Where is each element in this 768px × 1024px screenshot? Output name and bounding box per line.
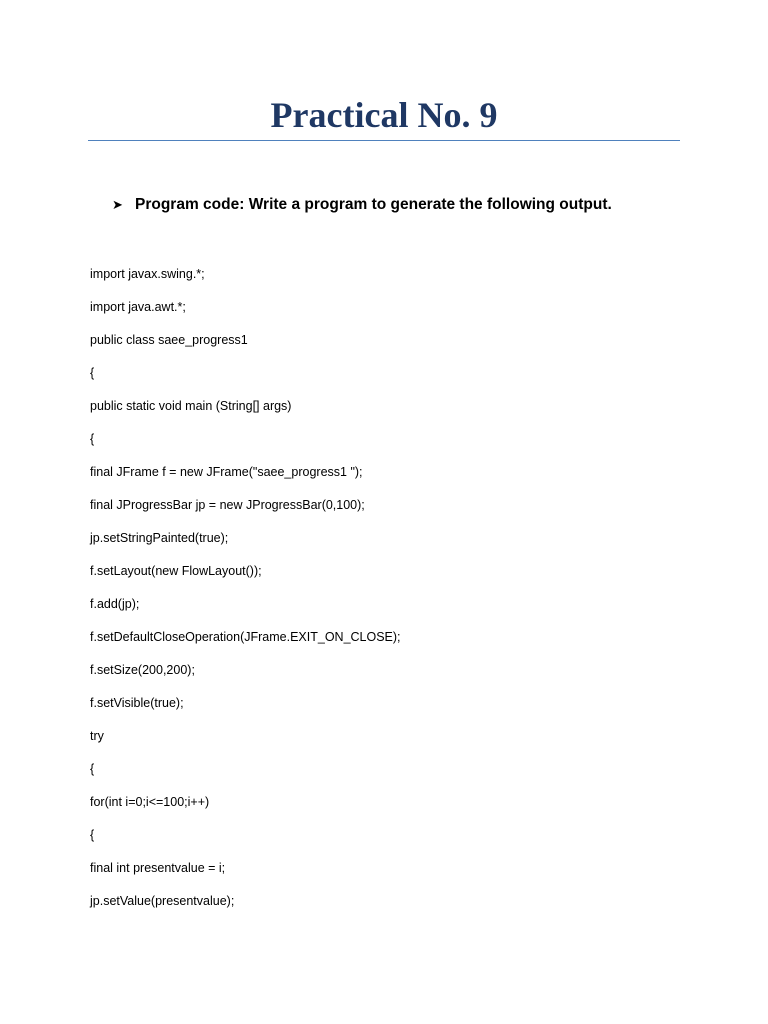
code-line: final JProgressBar jp = new JProgressBar(0,100); <box>90 498 365 512</box>
code-line: { <box>90 762 95 776</box>
code-line: f.setDefaultCloseOperation(JFrame.EXIT_ON_CLOSE); <box>90 630 401 644</box>
arrowhead-bullet-icon: ➤ <box>112 197 123 212</box>
code-line: for(int i=0;i<=100;i++) <box>90 795 210 809</box>
code-listing <box>90 264 401 924</box>
code-line: f.setSize(200,200); <box>90 663 195 677</box>
program-code-bullet <box>112 194 612 216</box>
code-line: try <box>90 729 104 743</box>
code-line: final int presentvalue = i; <box>90 861 226 875</box>
code-line: { <box>90 366 95 380</box>
code-line: public class saee_progress1 <box>90 333 248 347</box>
code-line: import javax.swing.*; <box>90 267 205 281</box>
title-underline <box>88 140 680 141</box>
code-line: f.setLayout(new FlowLayout()); <box>90 564 262 578</box>
code-line: f.add(jp); <box>90 597 140 611</box>
code-line: { <box>90 828 95 842</box>
code-line: { <box>90 432 95 446</box>
code-line: import java.awt.*; <box>90 300 186 314</box>
code-line: public static void main (String[] args) <box>90 399 292 413</box>
page-title: Practical No. 9 <box>270 95 498 135</box>
code-line: f.setVisible(true); <box>90 696 184 710</box>
bullet-text: Program code: Write a program to generate the following output. <box>135 196 612 213</box>
code-line: final JFrame f = new JFrame("saee_progress1 "); <box>90 465 363 479</box>
code-line: jp.setValue(presentvalue); <box>90 894 235 908</box>
code-line: jp.setStringPainted(true); <box>90 531 229 545</box>
